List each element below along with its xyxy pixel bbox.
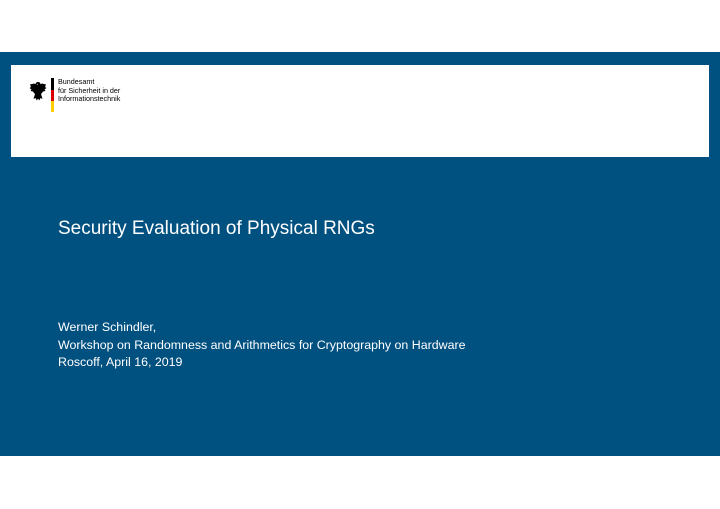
- author-line: Werner Schindler,: [58, 320, 157, 334]
- bsi-logo: [29, 78, 159, 114]
- logo-line-2: für Sicherheit in der: [58, 85, 121, 95]
- logo-line-1: Bundesamt: [58, 77, 95, 86]
- logo-text: [58, 78, 120, 104]
- title-slide: [0, 52, 720, 456]
- flag-gold-stripe: [51, 101, 54, 112]
- header-box: [11, 65, 709, 157]
- flag-red-stripe: [51, 90, 54, 101]
- slide-subtitle: [58, 319, 465, 372]
- slide-title: Security Evaluation of Physical RNGs: [58, 218, 375, 239]
- logo-line-3: Informationstechnik: [58, 94, 121, 104]
- place-date-line: Roscoff, April 16, 2019: [58, 355, 183, 369]
- flag-black-stripe: [51, 78, 54, 90]
- german-flag-bar: [51, 78, 54, 112]
- federal-eagle-icon: [29, 80, 47, 102]
- event-line: Workshop on Randomness and Arithmetics for Cryptography on Hardware: [58, 337, 466, 352]
